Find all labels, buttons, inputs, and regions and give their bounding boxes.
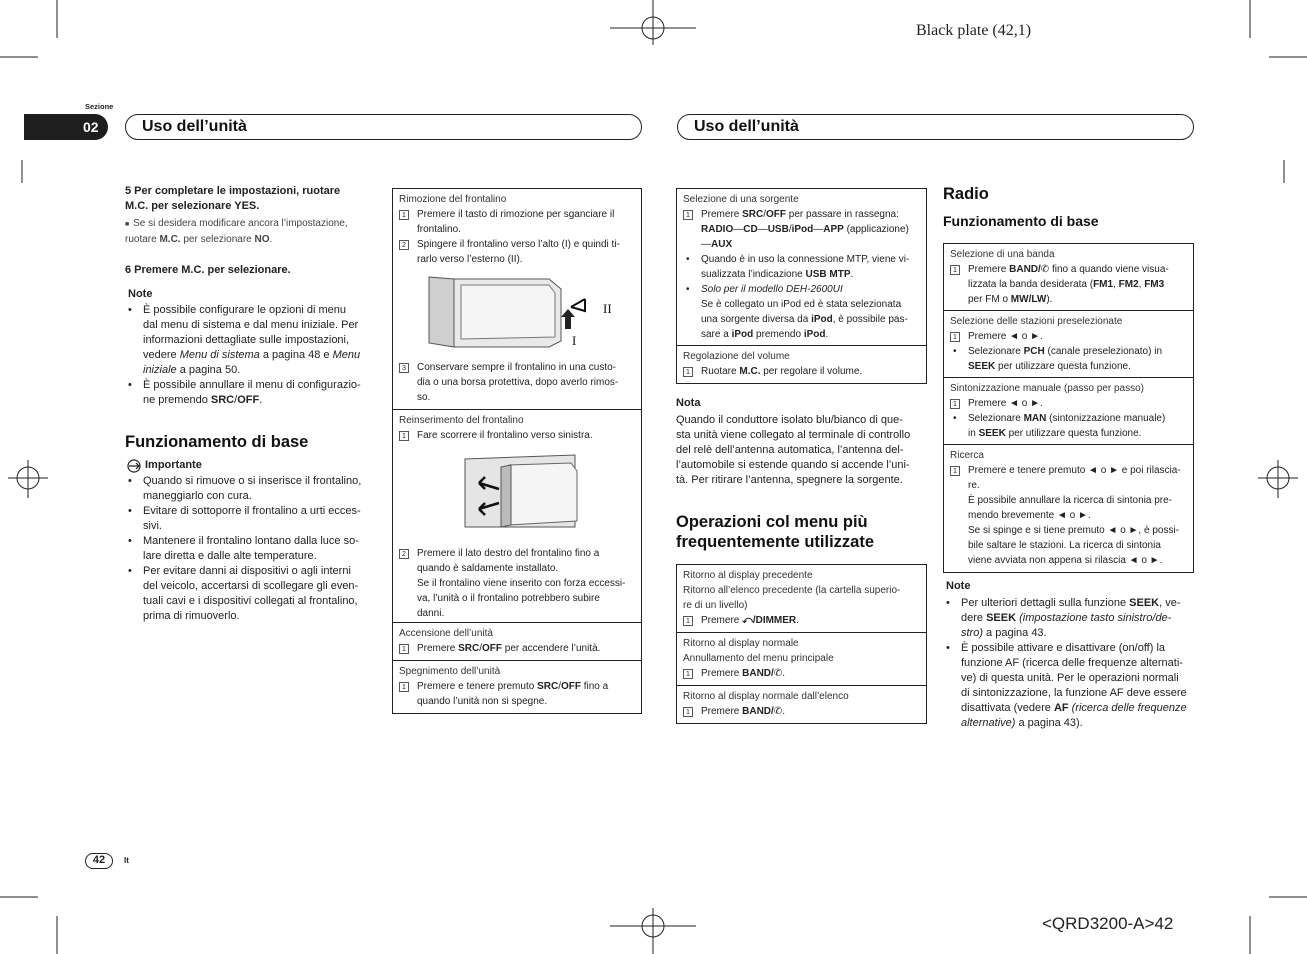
source-volume-box	[676, 188, 927, 384]
seek-section: Ricerca 1 Premere e tenere premuto ◄ o ► e poi rilascia- re. È possibile annullare la ricerca di sintonia pre- mendo brevemente ◄ o ►. Se si spinge e si tiene premuto ◄ o ►, è possi- bile saltare le stazioni. La ricerca di sintonia viene avviata non appena si rilascia ◄ o ►.	[950, 450, 1181, 566]
step-5-note: ■ Se si desidera modificare ancora l’impostazione, ruotare M.C. per selezionare NO.	[125, 218, 348, 245]
note-list	[125, 303, 377, 408]
return-normal-list-section: Ritorno al display normale dall’elenco 1 Premere BAND/✆.	[683, 691, 849, 717]
left-page-header: Uso dell’unità	[125, 114, 642, 140]
registration-mark-top	[610, 0, 696, 45]
column-4-notes	[943, 579, 1195, 731]
phone-icon: ✆	[773, 668, 783, 679]
preset-section: Selezione delle stazioni preselezionate 1 Premere ◄ o ►. • Selezionare PCH (canale preselezionato) in SEEK per utilizzare questa funzione.	[944, 311, 1193, 378]
registration-mark-bottom	[610, 908, 696, 954]
radio-basic-heading: Funzionamento di base	[943, 213, 1099, 229]
registration-mark-left	[8, 460, 48, 498]
column-1	[125, 184, 377, 624]
step-5-line1: 5 Per completare le impostazioni, ruotare	[125, 185, 341, 197]
radio-box	[943, 243, 1194, 573]
back-icon: ⤺	[742, 615, 753, 626]
reinsertion-section: Reinserimento del frontalino 1 Fare scorrere il frontalino verso sinistra. 2 Premere il lato destro del frontalino fino a quando è saldamente installato. Se il frontalino viene inserito con forza eccessi- va, l’unità o il frontalino potrebbero subire danni.	[393, 410, 641, 623]
radio-note-title: Note	[946, 580, 971, 592]
frequent-menu-heading: Operazioni col menu più frequentemente utilizzate	[676, 513, 875, 551]
list-item: • Per evitare danni ai dispositivi o agli interni del veicolo, accertarsi di scollegare gli even- tuali cavi e i dispositivi collegati al frontalino, prima di rimuoverlo.	[128, 565, 359, 622]
faceplate-reinsertion-illustration	[399, 447, 637, 535]
radio-note-list	[943, 596, 1195, 731]
list-item: • È possibile configurare le opzioni di menu dal menu di sistema e dal menu iniziale. Per informazioni dettagliate sulle impostazioni, vedere Menu di sistema a pagina 48 e Menu iniziale a pagina 50.	[128, 304, 361, 376]
source-selection-section: Selezione di una sorgente 1 Premere SRC/OFF per passare in rassegna: RADIO—CD—USB/iPod—APP (applicazione) —AUX • Quando è in uso la connessione MTP, viene vi- sualizzata l’indicazione USB MTP. • Solo per il modello DEH-2600UI Se è collegato un iPod ed è stata selezionata una sorgente diversa da iPod, è possibile pas- sare a iPod premendo iPod.	[677, 189, 926, 346]
list-item: • Quando si rimuove o si inserisce il frontalino, maneggiarlo con cura.	[128, 475, 362, 502]
list-item: • Mantenere il frontalino lontano dalla luce so- lare diretta e dalle alte temperature.	[128, 535, 359, 562]
radio-heading: Radio	[943, 185, 989, 203]
power-on-section: Accensione dell’unità 1 Premere SRC/OFF per accendere l’unità.	[393, 623, 641, 661]
faceplate-box	[392, 188, 642, 714]
volume-section: Regolazione del volume 1 Ruotare M.C. per regolare il volume.	[683, 351, 863, 377]
list-item: • È possibile attivare e disattivare (on/off) la funzione AF (ricerca delle frequenze alternati- ve) di questa unità. Per le operazioni normali di sintonizzazione, la funzione AF deve essere disattivata (vedere AF (ricerca delle frequenze alternative) a pagina 43).	[946, 642, 1187, 729]
faceplate-removal-illustration	[399, 271, 637, 351]
list-item: • Evitare di sottoporre il frontalino a urti ecces- sivi.	[128, 505, 361, 532]
removal-section: Rimozione del frontalino 1 Premere il tasto di rimozione per sganciare il frontalino. 2 Spingere il frontalino verso l’alto (I) e quindi ti- rarlo verso l’esterno (II). II I 3 Conservare sempre il frontalino in una custo- dia o una borsa protettiva, dopo averlo rimos- so.	[393, 189, 641, 410]
list-item: • Per ulteriori dettagli sulla funzione SEEK, ve- dere SEEK (impostazione tasto sinistro/de- stro) a pagina 43.	[946, 597, 1181, 639]
important-title: Importante	[125, 458, 377, 473]
nota-title: Nota	[676, 397, 701, 409]
important-icon	[125, 459, 145, 473]
column-4-head	[943, 184, 1195, 230]
page-number: 42	[85, 853, 113, 869]
column-3-text	[676, 396, 928, 552]
phone-icon: ✆	[1040, 264, 1050, 275]
phone-icon: ✆	[773, 706, 783, 717]
language-code: It	[124, 856, 129, 865]
document-code: <QRD3200-A>42	[1042, 914, 1174, 933]
power-off-section: Spegnimento dell’unità 1 Premere e tenere premuto SRC/OFF fino a quando l’unità non si spegne.	[399, 666, 609, 707]
band-selection-section: Selezione di una banda 1 Premere BAND/✆ fino a quando viene visua- lizzata la banda desiderata (FM1, FM2, FM3 per FM o MW/LW).	[944, 244, 1193, 311]
list-item: • È possibile annullare il menu di configurazio- ne premendo SRC/OFF.	[128, 379, 361, 406]
return-normal-section: Ritorno al display normale Annullamento del menu principale 1 Premere BAND/✆.	[677, 633, 926, 686]
return-previous-section: Ritorno al display precedente Ritorno all’elenco precedente (la cartella superio- re di un livello) 1 Premere ⤺/DIMMER.	[677, 565, 926, 633]
menu-operations-box	[676, 564, 927, 724]
important-list	[125, 474, 377, 624]
plate-label: Black plate (42,1)	[916, 22, 1032, 39]
section-label: Sezione	[85, 102, 114, 111]
section-number: 02	[24, 114, 108, 140]
square-bullet-icon: ■	[125, 221, 134, 228]
svg-text:II: II	[603, 301, 612, 316]
basic-operation-heading: Funzionamento di base	[125, 433, 309, 451]
registration-mark-right	[1258, 460, 1298, 498]
step-5-line2: M.C. per selezionare YES.	[125, 200, 260, 212]
step-6: 6 Premere M.C. per selezionare.	[125, 264, 291, 276]
nota-body: Quando il conduttore isolato blu/bianco di que- sta unità viene collegato al terminale di controllo del relè dell’antenna automatica, l’antenna del- l’automobile si estende quando si accende l’uni- tà. Per ritirare l’antenna, spegnere la sorgente.	[676, 414, 911, 486]
right-page-header: Uso dell’unità	[677, 114, 1194, 140]
note-title: Note	[128, 288, 153, 300]
svg-text:I: I	[572, 333, 577, 348]
manual-tuning-section: Sintonizzazione manuale (passo per passo) 1 Premere ◄ o ►. • Selezionare MAN (sintonizzazione manuale) in SEEK per utilizzare questa funzione.	[944, 378, 1193, 445]
